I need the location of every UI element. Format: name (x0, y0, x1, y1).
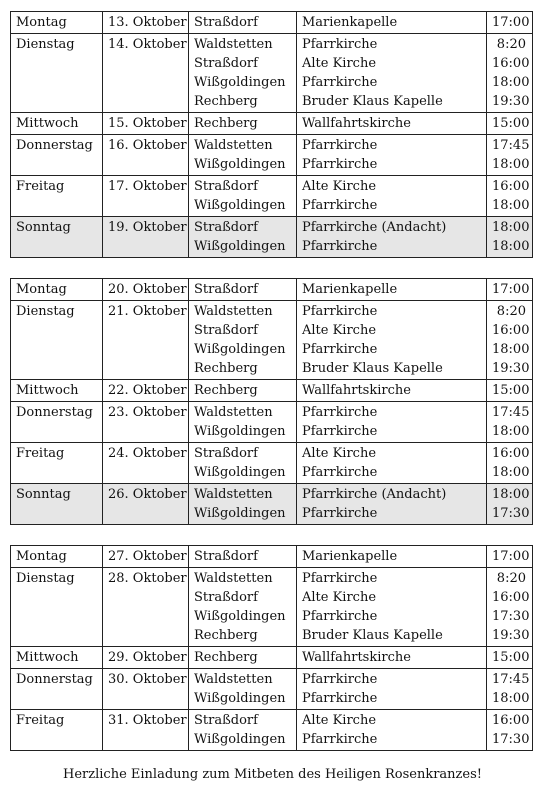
church-cell (297, 669, 487, 710)
day-cell: Dienstag (11, 34, 103, 113)
table-row (11, 12, 533, 34)
church-cell (297, 217, 487, 258)
time-cell (487, 710, 533, 751)
time-line: 17:30 (492, 506, 530, 521)
location-line: Wißgoldingen (194, 198, 286, 213)
time-cell (487, 176, 533, 217)
location-cell (189, 443, 297, 484)
location-line: Waldstetten (194, 37, 273, 52)
church-line: Pfarrkirche (302, 609, 378, 624)
church-line: Marienkapelle (302, 15, 398, 30)
church-line: Pfarrkirche (302, 342, 378, 357)
time-cell (487, 113, 533, 135)
time-line: 16:00 (492, 713, 530, 728)
location-cell (189, 710, 297, 751)
time-line: 8:20 (496, 571, 526, 586)
location-line: Waldstetten (194, 138, 273, 153)
location-cell (189, 135, 297, 176)
date-cell: 19. Oktober (103, 217, 189, 258)
time-line: 17:45 (492, 138, 530, 153)
location-line: Wißgoldingen (194, 157, 286, 172)
time-cell (487, 647, 533, 669)
time-line: 18:00 (492, 424, 530, 439)
church-line: Pfarrkirche (Andacht) (302, 487, 447, 502)
church-line: Pfarrkirche (302, 691, 378, 706)
time-cell (487, 402, 533, 443)
church-line: Marienkapelle (302, 282, 398, 297)
date-cell: 21. Oktober (103, 301, 189, 380)
location-line: Straßdorf (194, 282, 258, 297)
location-cell (189, 217, 297, 258)
location-line: Wißgoldingen (194, 506, 286, 521)
time-line: 19:30 (492, 94, 530, 109)
date-cell: 14. Oktober (103, 34, 189, 113)
location-line: Wißgoldingen (194, 732, 286, 747)
location-line: Wißgoldingen (194, 609, 286, 624)
church-line: Alte Kirche (302, 446, 377, 461)
time-line: 18:00 (492, 342, 530, 357)
table-row (11, 546, 533, 568)
time-line: 15:00 (492, 650, 530, 665)
church-cell (297, 484, 487, 525)
time-line: 17:00 (492, 282, 530, 297)
date-cell: 23. Oktober (103, 402, 189, 443)
time-cell (487, 669, 533, 710)
church-line: Alte Kirche (302, 56, 377, 71)
time-line: 18:00 (492, 75, 530, 90)
location-cell (189, 12, 297, 34)
schedule-table-week-3 (10, 545, 533, 751)
day-cell: Montag (11, 279, 103, 301)
time-line: 19:30 (492, 361, 530, 376)
location-line: Straßdorf (194, 713, 258, 728)
time-line: 16:00 (492, 323, 530, 338)
date-cell: 17. Oktober (103, 176, 189, 217)
invitation-footer: Herzliche Einladung zum Mitbeten des Heiligen Rosenkranzes! (63, 767, 482, 782)
table-row (11, 279, 533, 301)
church-cell (297, 710, 487, 751)
time-line: 17:45 (492, 405, 530, 420)
church-line: Pfarrkirche (302, 506, 378, 521)
table-row (11, 568, 533, 647)
church-line: Alte Kirche (302, 179, 377, 194)
church-cell (297, 176, 487, 217)
church-line: Marienkapelle (302, 549, 398, 564)
day-cell: Mittwoch (11, 380, 103, 402)
table-row (11, 484, 533, 525)
church-line: Bruder Klaus Kapelle (302, 628, 443, 643)
location-line: Waldstetten (194, 571, 273, 586)
time-line: 18:00 (492, 465, 530, 480)
time-line: 18:00 (492, 198, 530, 213)
day-cell: Donnerstag (11, 135, 103, 176)
table-row (11, 443, 533, 484)
time-cell (487, 568, 533, 647)
church-line: Pfarrkirche (302, 37, 378, 52)
location-cell (189, 301, 297, 380)
church-cell (297, 301, 487, 380)
time-cell (487, 34, 533, 113)
time-line: 19:30 (492, 628, 530, 643)
time-cell (487, 12, 533, 34)
church-line: Pfarrkirche (302, 75, 378, 90)
date-cell: 28. Oktober (103, 568, 189, 647)
time-cell (487, 546, 533, 568)
table-row (11, 380, 533, 402)
schedule-table-week-2 (10, 278, 533, 525)
day-cell: Sonntag (11, 217, 103, 258)
time-line: 16:00 (492, 590, 530, 605)
time-line: 16:00 (492, 56, 530, 71)
day-cell: Donnerstag (11, 402, 103, 443)
date-cell: 13. Oktober (103, 12, 189, 34)
location-line: Wißgoldingen (194, 465, 286, 480)
table-row (11, 647, 533, 669)
location-cell (189, 176, 297, 217)
church-line: Alte Kirche (302, 590, 377, 605)
day-cell: Freitag (11, 176, 103, 217)
location-cell (189, 568, 297, 647)
location-cell (189, 669, 297, 710)
date-cell: 31. Oktober (103, 710, 189, 751)
location-line: Straßdorf (194, 56, 258, 71)
location-cell (189, 647, 297, 669)
church-cell (297, 113, 487, 135)
church-line: Pfarrkirche (302, 138, 378, 153)
location-cell (189, 546, 297, 568)
location-line: Straßdorf (194, 446, 258, 461)
time-line: 18:00 (492, 220, 530, 235)
date-cell: 20. Oktober (103, 279, 189, 301)
location-line: Rechberg (194, 650, 258, 665)
time-cell (487, 380, 533, 402)
church-line: Alte Kirche (302, 323, 377, 338)
day-cell: Donnerstag (11, 669, 103, 710)
church-line: Alte Kirche (302, 713, 377, 728)
day-cell: Mittwoch (11, 113, 103, 135)
table-row (11, 113, 533, 135)
church-cell (297, 380, 487, 402)
time-cell (487, 217, 533, 258)
location-line: Wißgoldingen (194, 342, 286, 357)
time-line: 18:00 (492, 239, 530, 254)
date-cell: 16. Oktober (103, 135, 189, 176)
location-line: Rechberg (194, 628, 258, 643)
location-line: Straßdorf (194, 220, 258, 235)
church-line: Pfarrkirche (Andacht) (302, 220, 447, 235)
table-row (11, 710, 533, 751)
church-line: Pfarrkirche (302, 198, 378, 213)
location-line: Rechberg (194, 361, 258, 376)
time-line: 17:30 (492, 732, 530, 747)
church-cell (297, 647, 487, 669)
time-line: 16:00 (492, 179, 530, 194)
time-line: 17:00 (492, 549, 530, 564)
location-cell (189, 34, 297, 113)
location-line: Waldstetten (194, 304, 273, 319)
location-line: Wißgoldingen (194, 75, 286, 90)
location-cell (189, 279, 297, 301)
schedule-table-week-1 (10, 11, 533, 258)
location-line: Rechberg (194, 94, 258, 109)
location-line: Waldstetten (194, 487, 273, 502)
date-cell: 29. Oktober (103, 647, 189, 669)
date-cell: 24. Oktober (103, 443, 189, 484)
location-line: Straßdorf (194, 549, 258, 564)
time-line: 18:00 (492, 487, 530, 502)
location-line: Rechberg (194, 116, 258, 131)
time-cell (487, 443, 533, 484)
location-line: Straßdorf (194, 179, 258, 194)
location-line: Waldstetten (194, 672, 273, 687)
church-line: Pfarrkirche (302, 732, 378, 747)
location-line: Straßdorf (194, 15, 258, 30)
table-row (11, 34, 533, 113)
church-cell (297, 279, 487, 301)
table-row (11, 669, 533, 710)
location-line: Straßdorf (194, 590, 258, 605)
time-cell (487, 484, 533, 525)
church-line: Pfarrkirche (302, 424, 378, 439)
church-line: Pfarrkirche (302, 304, 378, 319)
location-line: Wißgoldingen (194, 239, 286, 254)
time-line: 17:45 (492, 672, 530, 687)
church-line: Pfarrkirche (302, 157, 378, 172)
location-line: Wißgoldingen (194, 424, 286, 439)
location-cell (189, 402, 297, 443)
date-cell: 27. Oktober (103, 546, 189, 568)
location-line: Waldstetten (194, 405, 273, 420)
church-line: Wallfahrtskirche (302, 116, 411, 131)
church-cell (297, 135, 487, 176)
date-cell: 22. Oktober (103, 380, 189, 402)
church-line: Bruder Klaus Kapelle (302, 361, 443, 376)
table-row (11, 402, 533, 443)
location-cell (189, 380, 297, 402)
day-cell: Freitag (11, 710, 103, 751)
date-cell: 26. Oktober (103, 484, 189, 525)
date-cell: 30. Oktober (103, 669, 189, 710)
table-row (11, 301, 533, 380)
location-line: Straßdorf (194, 323, 258, 338)
church-cell (297, 443, 487, 484)
time-line: 15:00 (492, 383, 530, 398)
time-line: 8:20 (496, 304, 526, 319)
time-line: 18:00 (492, 691, 530, 706)
location-cell (189, 113, 297, 135)
day-cell: Montag (11, 546, 103, 568)
church-line: Pfarrkirche (302, 571, 378, 586)
church-cell (297, 34, 487, 113)
day-cell: Freitag (11, 443, 103, 484)
table-row (11, 217, 533, 258)
church-line: Wallfahrtskirche (302, 383, 411, 398)
time-cell (487, 301, 533, 380)
time-line: 16:00 (492, 446, 530, 461)
time-line: 15:00 (492, 116, 530, 131)
church-line: Wallfahrtskirche (302, 650, 411, 665)
day-cell: Dienstag (11, 301, 103, 380)
day-cell: Dienstag (11, 568, 103, 647)
day-cell: Montag (11, 12, 103, 34)
time-line: 8:20 (496, 37, 526, 52)
time-line: 17:30 (492, 609, 530, 624)
time-line: 17:00 (492, 15, 530, 30)
time-cell (487, 279, 533, 301)
time-line: 18:00 (492, 157, 530, 172)
date-cell: 15. Oktober (103, 113, 189, 135)
day-cell: Mittwoch (11, 647, 103, 669)
church-cell (297, 12, 487, 34)
church-cell (297, 546, 487, 568)
location-line: Rechberg (194, 383, 258, 398)
table-row (11, 135, 533, 176)
location-cell (189, 484, 297, 525)
church-cell (297, 568, 487, 647)
location-line: Wißgoldingen (194, 691, 286, 706)
table-row (11, 176, 533, 217)
church-line: Pfarrkirche (302, 672, 378, 687)
day-cell: Sonntag (11, 484, 103, 525)
time-cell (487, 135, 533, 176)
church-line: Bruder Klaus Kapelle (302, 94, 443, 109)
church-line: Pfarrkirche (302, 405, 378, 420)
church-line: Pfarrkirche (302, 239, 378, 254)
church-line: Pfarrkirche (302, 465, 378, 480)
church-cell (297, 402, 487, 443)
